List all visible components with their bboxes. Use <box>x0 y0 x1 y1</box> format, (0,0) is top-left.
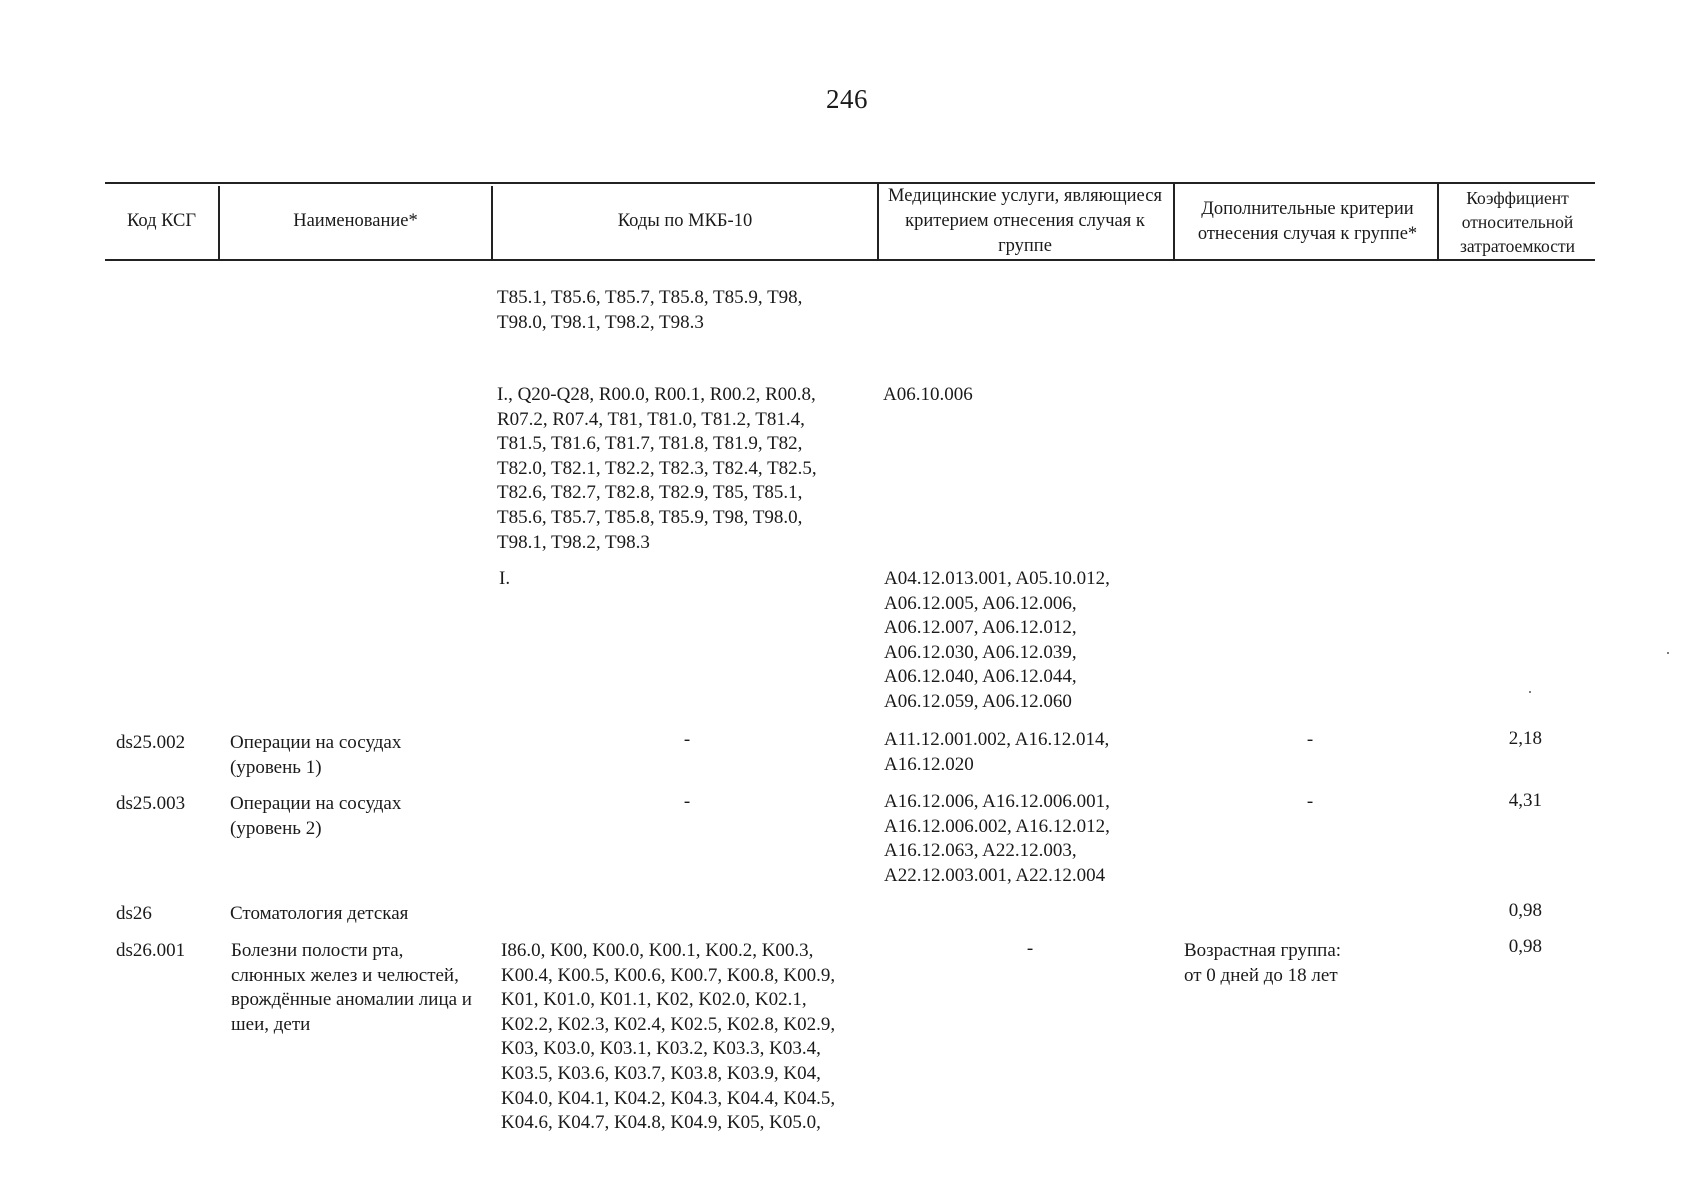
table-row-code: ds25.002 <box>116 732 186 753</box>
header-name: Наименование* <box>293 211 418 231</box>
table-row-services: - <box>1026 938 1034 959</box>
header-divider <box>1437 184 1439 260</box>
table-row-icd-codes: I., Q20-Q28, R00.0, R00.1, R00.2, R00.8, R07.2, R07.4, T81, T81.0, T81.2, T81.4, T81.5, T81.6, T81.7, T81.8, T81.9, T82, T82.0, T82.1, T82.2, T82.3, T82.4, T82.5, T82.6, T82.7, T82.8, T82.9, T85, T85.1, T85.6, T85.7, T85.8, T85.9, T98, T98.0, T98.1, T98.2, T98.3 <box>497 384 817 553</box>
table-row-coef: 0,98 <box>1508 900 1542 921</box>
table-row-code: ds26.001 <box>116 940 186 961</box>
table-row-name: Операции на сосудах (уровень 1) <box>230 732 402 778</box>
table-row-icd-codes: - <box>683 729 691 750</box>
header-divider <box>1173 184 1175 260</box>
header-code: Код КСГ <box>126 211 197 231</box>
header-criteria: Дополнительные критерии отнесения случая к группе* <box>1197 198 1418 244</box>
scan-speck <box>1529 691 1531 693</box>
table-row-criteria: - <box>1306 729 1314 750</box>
table-row-icd-codes: T85.1, T85.6, T85.7, T85.8, T85.9, T98, T98.0, T98.1, T98.2, T98.3 <box>497 287 803 333</box>
table-row-icd-codes: I. <box>499 568 511 589</box>
table-row-services: A11.12.001.002, A16.12.014, A16.12.020 <box>884 729 1110 775</box>
table-row-coef: 2,18 <box>1508 728 1542 749</box>
header-coef: Коэффициент относительной затратоемкости <box>1460 187 1575 256</box>
table-row-coef: 4,31 <box>1508 790 1542 811</box>
table-row-name: Операции на сосудах (уровень 2) <box>230 793 402 839</box>
table-row-services: A16.12.006, A16.12.006.001, A16.12.006.002, A16.12.012, A16.12.063, A22.12.003, A22.12.003.001, A22.12.004 <box>884 791 1110 886</box>
table-row-code: ds26 <box>116 903 152 924</box>
table-row-name: Стоматология детская <box>230 903 409 924</box>
header-services: Медицинские услуги, являющиеся критерием отнесения случая к группе <box>888 186 1162 256</box>
table-row-code: ds25.003 <box>116 793 186 814</box>
table-row-coef: 0,98 <box>1508 936 1542 957</box>
scan-speck <box>1667 652 1669 654</box>
table-row-icd-codes: - <box>683 791 691 812</box>
header-bottom-rule <box>105 259 1595 261</box>
page-number: 246 <box>826 84 868 114</box>
header-icd: Коды по МКБ-10 <box>617 211 753 231</box>
table-row-criteria: Возрастная группа: от 0 дней до 18 лет <box>1184 940 1342 986</box>
table-row-services: A06.10.006 <box>883 384 973 405</box>
header-divider <box>877 184 879 260</box>
table-row-name: Болезни полости рта, слюнных желез и челюстей, врождённые аномалии лица и шеи, дети <box>231 940 472 1035</box>
table-row-services: A04.12.013.001, A05.10.012, A06.12.005, A06.12.006, A06.12.007, A06.12.012, A06.12.030, A06.12.039, A06.12.040, A06.12.044, A06.12.059, A06.12.060 <box>884 568 1110 712</box>
table-row-icd-codes: I86.0, K00, K00.0, K00.1, K00.2, K00.3, K00.4, K00.5, K00.6, K00.7, K00.8, K00.9, K01, K01.0, K01.1, K02, K02.0, K02.1, K02.2, K02.3, K02.4, K02.5, K02.8, K02.9, K03, K03.0, K03.1, K03.2, K03.3, K03.4, K03.5, K03.6, K03.7, K03.8, K03.9, K04, K04.0, K04.1, K04.2, K04.3, K04.4, K04.5, K04.6, K04.7, K04.8, K04.9, K05, K05.0, <box>501 940 836 1134</box>
table-row-criteria: - <box>1306 791 1314 812</box>
